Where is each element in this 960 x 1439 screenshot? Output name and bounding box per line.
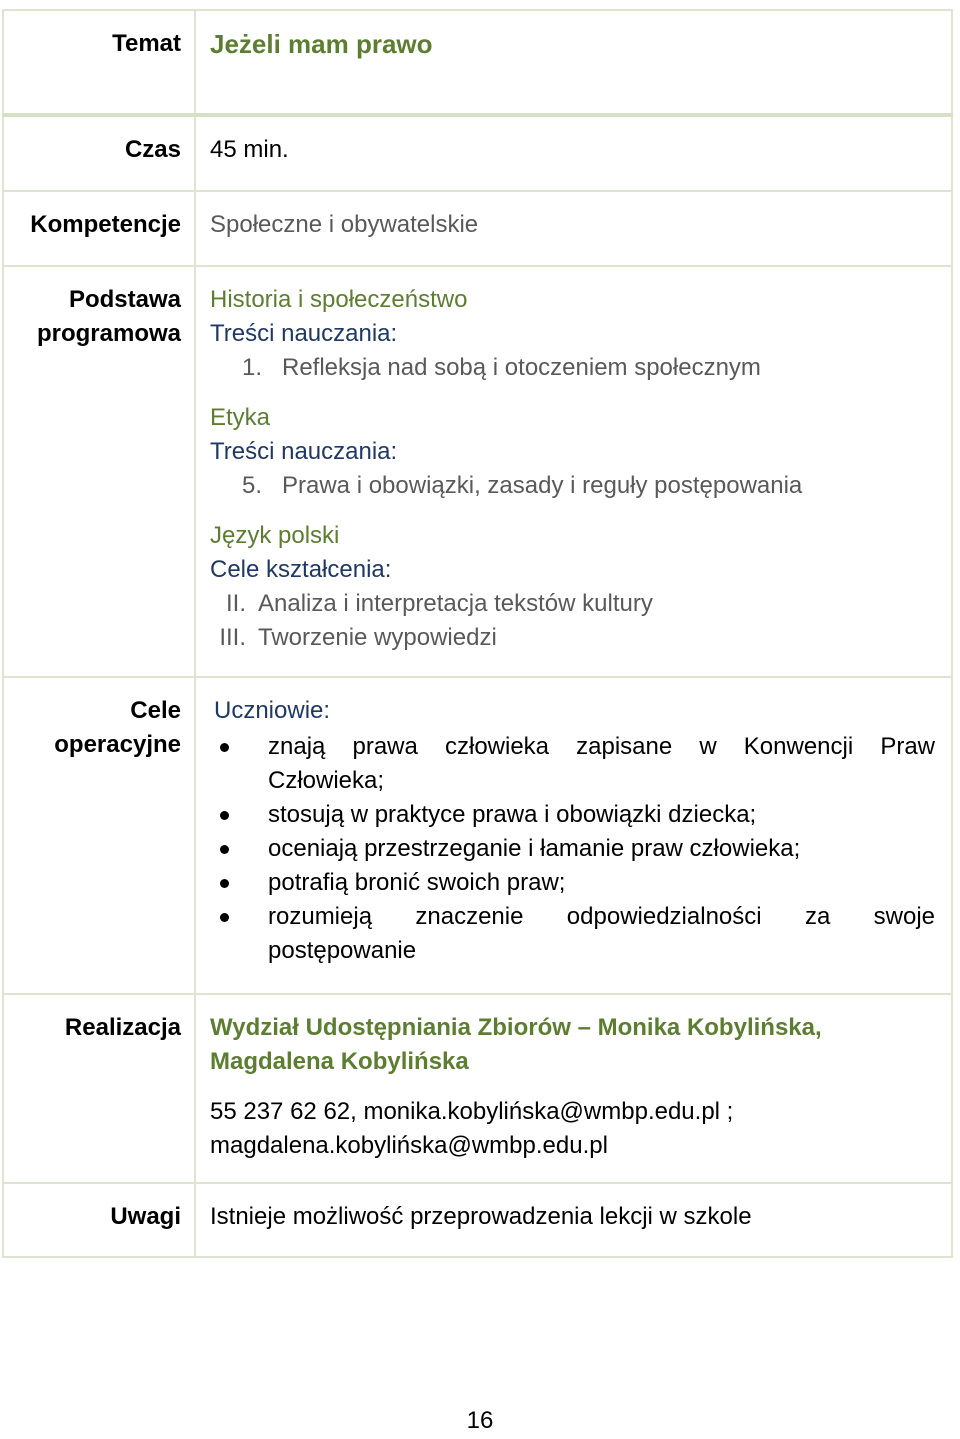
- curriculum-list: [210, 351, 935, 385]
- organizer-line2: Magdalena Kobylińska: [210, 1048, 469, 1075]
- label-objectives-line2: operacyjne: [54, 731, 181, 758]
- value-competences: Społeczne i obywatelskie: [195, 191, 952, 266]
- row-competences: [3, 191, 952, 266]
- label-time: Czas: [3, 115, 195, 191]
- row-realization: [3, 994, 952, 1183]
- organizer-line1: Wydział Udostępniania Zbiorów – Monika Kobylińska,: [210, 1014, 822, 1041]
- contact-line1: 55 237 62 62, monika.kobylińska@wmbp.edu.pl ;: [210, 1098, 734, 1125]
- list-item: oceniają przestrzeganie i łamanie praw człowieka;: [214, 832, 935, 866]
- list-item: 1. Refleksja nad sobą i otoczeniem społecznym: [242, 354, 761, 381]
- value-topic: Jeżeli mam prawo: [195, 10, 952, 115]
- label-curriculum: [3, 266, 195, 677]
- list-item: 5. Prawa i obowiązki, zasady i reguły postępowania: [242, 472, 803, 499]
- row-topic: [3, 10, 952, 115]
- row-time: [3, 115, 952, 191]
- label-competences: Kompetencje: [3, 191, 195, 266]
- label-realization: Realizacja: [3, 994, 195, 1183]
- label-objectives: [3, 677, 195, 994]
- subject-name: Etyka: [210, 404, 271, 431]
- lesson-plan-table: [2, 9, 953, 1258]
- label-notes: Uwagi: [3, 1183, 195, 1257]
- section-heading: Cele kształcenia:: [210, 556, 392, 583]
- page-number: 16: [466, 1407, 494, 1434]
- value-time: 45 min.: [195, 115, 952, 191]
- curriculum-list: [178, 587, 935, 655]
- value-curriculum: [195, 266, 952, 677]
- list-item: znają prawa człowieka zapisane w Konwencji Praw Człowieka;: [214, 730, 935, 798]
- label-curriculum-line2: programowa: [36, 320, 181, 347]
- list-item: potrafią bronić swoich praw;: [214, 866, 935, 900]
- list-item: III. Tworzenie wypowiedzi: [219, 624, 497, 651]
- row-notes: [3, 1183, 952, 1257]
- list-item: II. Analiza i interpretacja tekstów kultury: [225, 590, 653, 617]
- curriculum-list: [210, 469, 935, 503]
- label-topic: Temat: [3, 10, 195, 115]
- value-objectives: [195, 677, 952, 994]
- contact-info: [210, 1095, 935, 1163]
- subject-name: Język polski: [210, 522, 340, 549]
- curriculum-history: [210, 283, 935, 385]
- subject-name: Historia i społeczeństwo: [210, 286, 468, 313]
- label-curriculum-line1: Podstawa: [68, 286, 181, 313]
- objectives-list: [214, 730, 935, 968]
- curriculum-polish: [210, 519, 935, 655]
- list-item: stosują w praktyce prawa i obowiązki dziecka;: [214, 798, 935, 832]
- value-notes: Istnieje możliwość przeprowadzenia lekcji w szkole: [195, 1183, 952, 1257]
- contact-line2: magdalena.kobylińska@wmbp.edu.pl: [210, 1132, 608, 1159]
- section-heading: Treści nauczania:: [210, 438, 398, 465]
- section-heading: Treści nauczania:: [210, 320, 398, 347]
- label-objectives-line1: Cele: [130, 697, 181, 724]
- objectives-heading: Uczniowie:: [214, 697, 331, 724]
- curriculum-ethics: [210, 401, 935, 503]
- row-objectives: [3, 677, 952, 994]
- value-realization: [195, 994, 952, 1183]
- list-item: rozumieją znaczenie odpowiedzialności za swoje postępowanie: [214, 900, 935, 968]
- row-curriculum: [3, 266, 952, 677]
